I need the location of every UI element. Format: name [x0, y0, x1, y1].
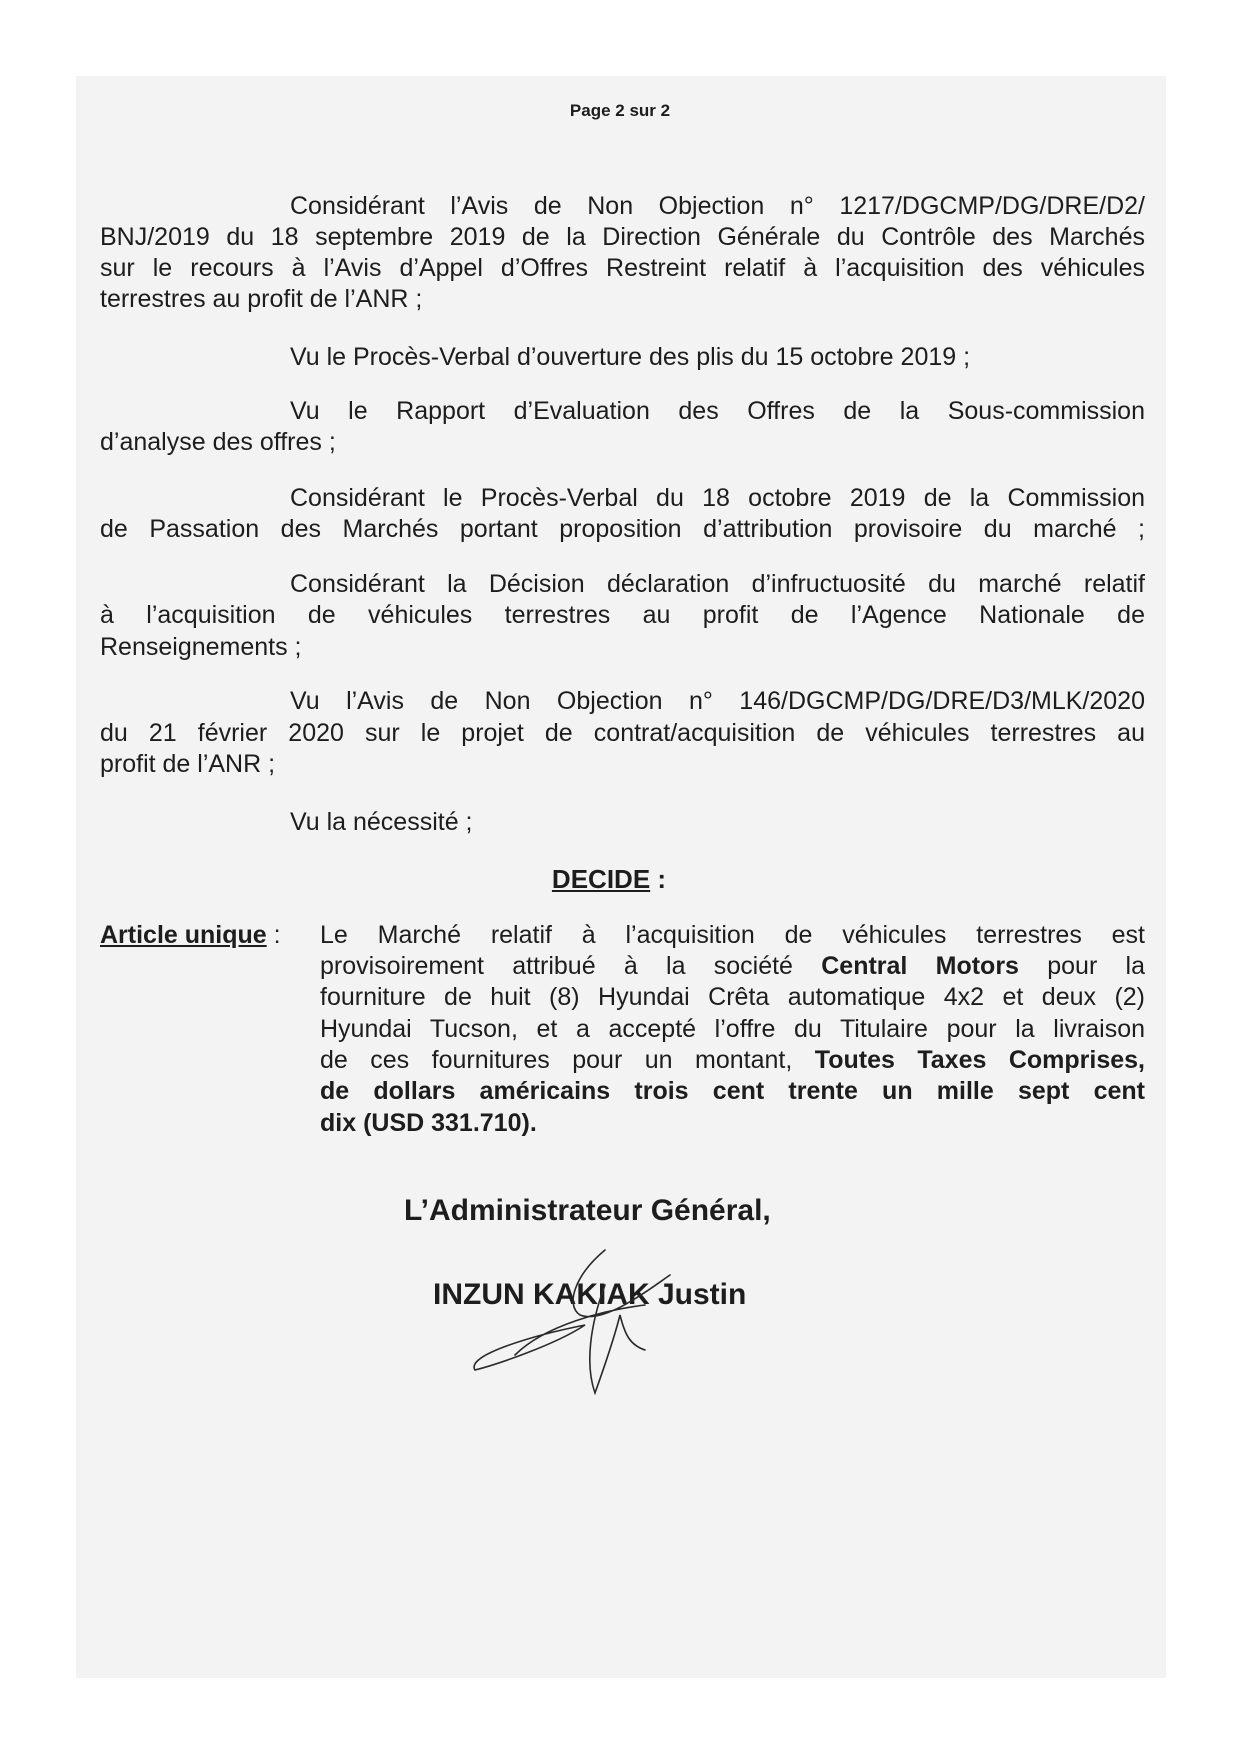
company-name: Central Motors — [821, 952, 1019, 980]
article-text: provisoirement attribué à la société — [320, 952, 822, 980]
handwritten-signature — [455, 1245, 715, 1395]
article-line: de dollars américains trois cent trente un mille sept cent — [320, 1077, 1145, 1105]
paragraph-line: Considérant l’Avis de Non Objection n° 1217/DGCMP/DG/DRE/D2/ — [290, 192, 1145, 220]
paragraph-line: à l’acquisition de véhicules terrestres au profit de l’Agence Nationale de — [100, 601, 1145, 629]
paragraph-line: d’analyse des offres ; — [100, 428, 336, 456]
article-label-colon: : — [266, 921, 281, 949]
paragraph-line: profit de l’ANR ; — [100, 750, 276, 778]
decide-colon: : — [650, 864, 667, 894]
paragraph-line: BNJ/2019 du 18 septembre 2019 de la Direction Générale du Contrôle des Marchés — [100, 223, 1145, 251]
article-text: de ces fournitures pour un montant, — [320, 1046, 815, 1074]
paragraph-line: Considérant le Procès-Verbal du 18 octobre 2019 de la Commission — [290, 484, 1145, 512]
article-label — [100, 920, 281, 950]
paragraph-line: Considérant la Décision déclaration d’infructuosité du marché relatif — [290, 570, 1145, 598]
article-line: Hyundai Tucson, et a accepté l’offre du Titulaire pour la livraison — [320, 1015, 1145, 1043]
article-bold-text: Toutes Taxes Comprises, — [814, 1046, 1145, 1074]
page-number: Page 2 sur 2 — [569, 101, 671, 120]
paragraph-line: Vu la nécessité ; — [290, 808, 473, 836]
paragraph-line: terrestres au profit de l’ANR ; — [100, 285, 423, 313]
paragraph-line: de Passation des Marchés portant proposition d’attribution provisoire du marché ; — [100, 515, 1145, 543]
paragraph-line: du 21 février 2020 sur le projet de contrat/acquisition de véhicules terrestres au — [100, 719, 1145, 747]
article-line: Le Marché relatif à l’acquisition de véhicules terrestres est — [320, 921, 1145, 949]
decide-heading — [0, 864, 1218, 894]
article-line — [320, 1045, 1145, 1075]
paragraph-line: Vu le Rapport d’Evaluation des Offres de la Sous-commission — [290, 397, 1145, 425]
paragraph-line: sur le recours à l’Avis d’Appel d’Offres Restreint relatif à l’acquisition des véhicules — [100, 254, 1145, 282]
paragraph-line: Vu l’Avis de Non Objection n° 146/DGCMP/DG/DRE/D3/MLK/2020 — [290, 687, 1145, 715]
decide-label: DECIDE — [551, 864, 651, 894]
signatory-title: L’Administrateur Général, — [404, 1194, 771, 1227]
paragraph-line: Vu le Procès-Verbal d’ouverture des plis du 15 octobre 2019 ; — [290, 343, 971, 371]
paragraph-line: Renseignements ; — [100, 633, 302, 661]
article-label-text: Article unique — [100, 921, 267, 949]
article-line: dix (USD 331.710). — [320, 1109, 537, 1137]
signatory-name: INZUN KAKIAK Justin — [433, 1278, 747, 1311]
article-text: pour la — [1047, 952, 1145, 980]
article-line — [320, 951, 1145, 981]
article-line: fourniture de huit (8) Hyundai Crêta automatique 4x2 et deux (2) — [320, 983, 1145, 1011]
